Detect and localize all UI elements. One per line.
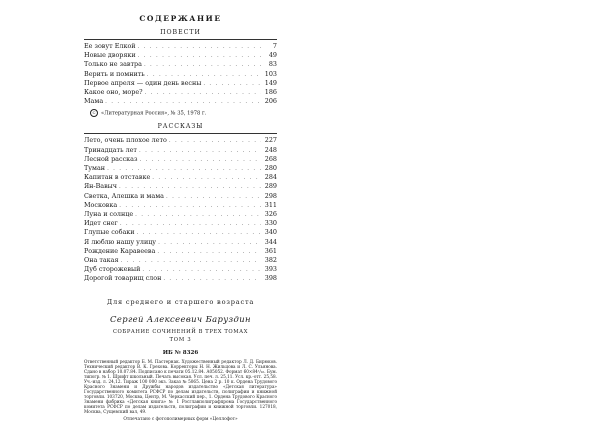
toc-entry-page: 49 xyxy=(268,51,277,60)
toc-entry-title: Мама xyxy=(84,97,104,106)
toc-entry-title: Светка, Алешка и мама xyxy=(84,191,164,200)
volume-label: ТОМ 3 xyxy=(169,336,192,343)
toc-entry-page: 398 xyxy=(264,274,277,283)
toc-leader-dots xyxy=(135,211,261,219)
toc-entry-title: Туман xyxy=(84,164,106,173)
toc-leader-dots xyxy=(137,229,261,237)
toc-entry xyxy=(84,247,277,256)
toc-entry-page: 330 xyxy=(264,219,277,228)
toc-entry-title: Рождение Каравеева xyxy=(84,246,156,255)
toc-leader-dots xyxy=(138,52,261,60)
audience-label: Для среднего и старшего возраста xyxy=(106,297,255,306)
toc-leader-dots xyxy=(169,137,261,145)
toc-leader-dots xyxy=(163,275,261,283)
toc-entry-title: Лето, очень плохое лето xyxy=(84,136,167,145)
toc-entry xyxy=(84,173,277,182)
toc-entry-title: Ян-Вавыч xyxy=(84,182,117,191)
toc-entry xyxy=(84,182,277,191)
toc-entry-page: 284 xyxy=(264,173,277,182)
toc-leader-dots xyxy=(145,89,261,97)
toc-leader-dots xyxy=(142,266,261,274)
toc-entry xyxy=(84,201,277,210)
toc-list-stories xyxy=(84,42,277,106)
toc-entry-page: 361 xyxy=(264,246,277,255)
toc-entry-title: Глупые собаки xyxy=(84,228,135,237)
toc-entry xyxy=(84,51,277,60)
copyright-text: «Литературная Россия», № 35, 1978 г. xyxy=(101,110,207,117)
toc-entry-page: 83 xyxy=(268,60,277,69)
author-name: Сергей Алексеевич Баруздин xyxy=(110,313,251,324)
toc-leader-dots xyxy=(119,202,261,210)
isbn-label: ИБ № 8326 xyxy=(162,349,199,356)
toc-entry-page: 280 xyxy=(264,164,277,173)
toc-entry xyxy=(84,42,277,51)
section-heading-stories: ПОВЕСТИ xyxy=(160,29,201,36)
toc-entry xyxy=(84,192,277,201)
section-rule xyxy=(84,133,277,134)
toc-entry-page: 393 xyxy=(264,265,277,274)
toc-entry-page: 326 xyxy=(264,210,277,219)
toc-entry xyxy=(84,265,277,274)
toc-entry-title: Идет снег xyxy=(84,219,118,228)
toc-section-stories xyxy=(84,29,277,117)
toc-entry-title: Ее зовут Елкой xyxy=(84,42,136,50)
toc-leader-dots xyxy=(147,71,261,79)
toc-leader-dots xyxy=(119,183,261,191)
toc-heading: СОДЕРЖАНИЕ xyxy=(139,14,222,23)
toc-entry-title: Московка xyxy=(84,200,118,209)
section-heading-short-stories: РАССКАЗЫ xyxy=(157,123,204,131)
print-footnote: Отпечатано с фотополимерных форм «Целлофот» xyxy=(123,416,238,422)
toc-entry xyxy=(84,274,277,283)
toc-leader-dots xyxy=(158,239,261,247)
toc-list-short-stories xyxy=(84,136,277,283)
toc-entry-page: 298 xyxy=(264,191,277,200)
toc-entry xyxy=(84,146,277,155)
toc-entry-page: 227 xyxy=(264,136,277,145)
toc-entry-title: Первое апреля — один день весны xyxy=(84,78,202,87)
toc-entry xyxy=(84,219,277,228)
toc-entry-title: Капитан в отставке xyxy=(84,173,151,182)
toc-entry xyxy=(84,210,277,219)
toc-leader-dots xyxy=(166,193,261,201)
toc-entry-page: 268 xyxy=(264,154,277,163)
toc-leader-dots xyxy=(107,165,261,173)
toc-entry-title: Дуб сторожевый xyxy=(84,265,141,274)
toc-entry-page: 149 xyxy=(264,78,277,87)
toc-entry-title: Тринадцать лет xyxy=(84,145,137,154)
series-title: СОБРАНИЕ СОЧИНЕНИЙ В ТРЕХ ТОМАХ xyxy=(112,328,248,335)
copyright-icon: C xyxy=(90,109,98,117)
toc-entry-title: Я люблю нашу улицу xyxy=(84,237,157,246)
toc-leader-dots xyxy=(105,98,261,106)
toc-entry-page: 206 xyxy=(264,97,277,106)
toc-entry-page: 186 xyxy=(264,88,277,97)
section-rule xyxy=(84,39,277,40)
toc-entry xyxy=(84,155,277,164)
toc-entry xyxy=(84,164,277,173)
toc-leader-dots xyxy=(120,220,261,228)
toc-entry-title: Какое оно, море? xyxy=(84,88,143,97)
toc-entry xyxy=(84,136,277,145)
toc-entry-title: Новые дворяки xyxy=(84,51,136,60)
toc-entry-title: Луна и солнце xyxy=(84,210,134,219)
toc-leader-dots xyxy=(121,257,261,265)
toc-entry xyxy=(84,97,277,106)
book-page xyxy=(84,10,277,422)
toc-leader-dots xyxy=(139,147,261,155)
toc-entry xyxy=(84,70,277,79)
toc-leader-dots xyxy=(157,248,261,256)
imprint-text: Ответственный редактор Б. М. Пастернак. Художественный редактор Л. Д. Бирюков. Технический редактор В. К. Грехова. Корректоры Н. Н. Жильцова и Л. С. Ульянова. Сдано в набор 10.07.84. Подписано к печати 05.12.84. А05052. Формат 60×84¹/₁₆. Бум. типогр. № 1. Шрифт школьный. Печать высокая. Усл. печ. л. 25,11. Усл. кр.-отт. 25,58. Уч.-изд. л. 24,12. Тираж 100 000 экз. Заказ № 5065. Цена 2 р. 10 к. Ордена Трудового Красного Знамени и Дружбы народов издательство «Детская литература» Государственного комитета РСФСР по делам издательств, полиграфии и книжной торговли. 103720, Москва, Центр, М. Черкасский пер., 1. Ордена Трудового Красного Знамени фабрика «Детская книга» № 1 Росглавполиграфпрома Государственного комитета РСФСР по делам издательств, полиграфии и книжной торговли. 127018, Москва, Сущевский вал, 49. xyxy=(84,358,277,414)
toc-leader-dots xyxy=(138,43,261,51)
toc-entry xyxy=(84,228,277,237)
toc-leader-dots xyxy=(152,174,261,182)
toc-leader-dots xyxy=(203,80,261,88)
toc-entry-title: Лесной рассказ xyxy=(84,154,138,163)
toc-entry-page: 382 xyxy=(264,256,277,265)
toc-entry xyxy=(84,256,277,265)
toc-entry-title: Только не завтра xyxy=(84,60,142,69)
toc-entry-page: 289 xyxy=(264,182,277,191)
toc-entry-page: 344 xyxy=(264,237,277,246)
toc-entry-title: Она такая xyxy=(84,256,119,265)
toc-entry-title: Верить и помнить xyxy=(84,69,145,78)
toc-entry xyxy=(84,60,277,69)
toc-leader-dots xyxy=(139,156,261,164)
copyright-note xyxy=(90,109,277,117)
toc-section-short-stories xyxy=(84,123,277,283)
toc-entry-page: 311 xyxy=(264,200,277,209)
toc-entry xyxy=(84,238,277,247)
toc-entry xyxy=(84,88,277,97)
toc-entry-page: 248 xyxy=(264,145,277,154)
toc-leader-dots xyxy=(144,61,261,69)
toc-entry-title: Дорогой товарищ слон xyxy=(84,274,162,283)
toc-entry-page: 7 xyxy=(272,42,277,50)
toc-entry xyxy=(84,79,277,88)
toc-entry-page: 103 xyxy=(264,69,277,78)
toc-entry-page: 340 xyxy=(264,228,277,237)
